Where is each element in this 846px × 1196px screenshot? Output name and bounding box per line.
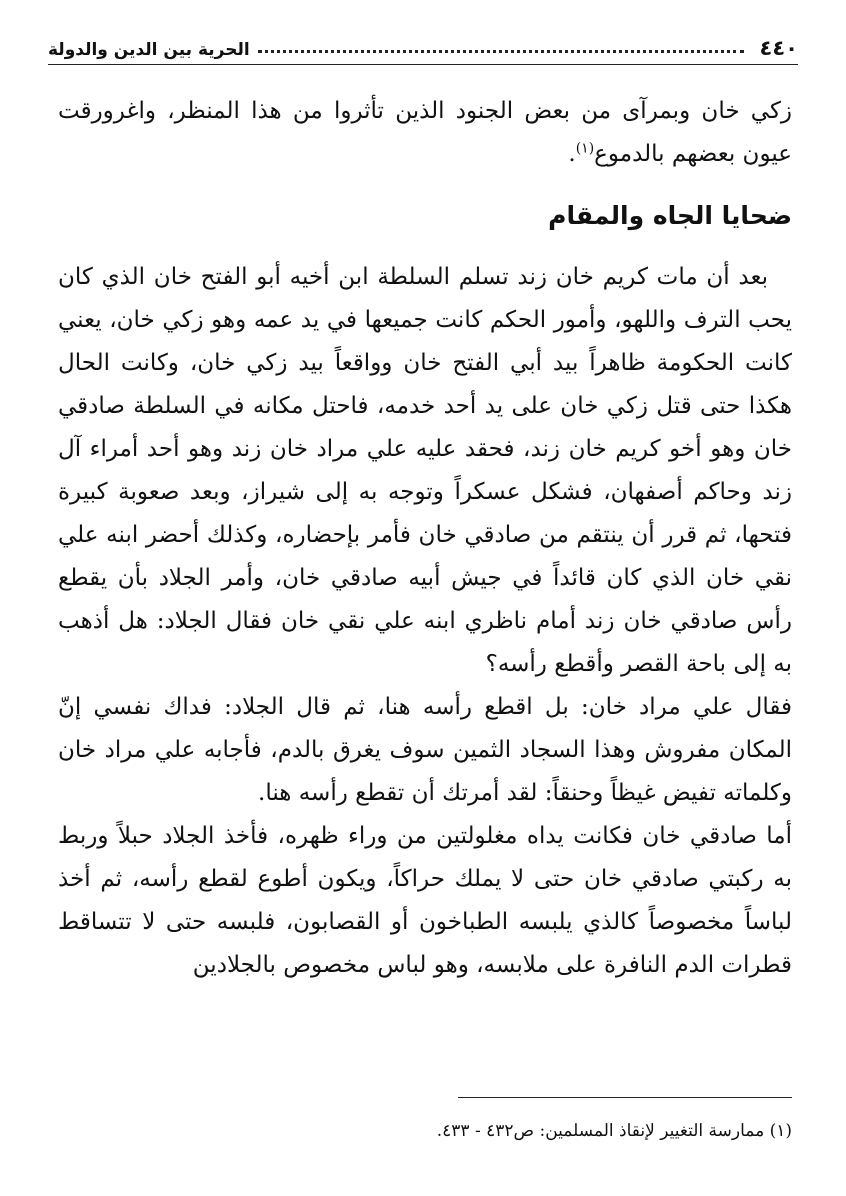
section-heading: ضحايا الجاه والمقام	[548, 201, 792, 230]
footnote-rule	[458, 1097, 792, 1098]
footnote: (١) ممارسة التغيير لإنقاذ المسلمين: ص٤٣٢ - ٤٣٣.	[436, 1121, 792, 1141]
continuation-paragraph	[58, 90, 792, 176]
main-text	[58, 90, 792, 987]
paragraph: فقال علي مراد خان: بل اقطع رأسه هنا، ثم قال الجلاد: فداك نفسي إنّ المكان مفروش وهذا السجاد الثمين سوف يغرق بالدم، فأجابه علي مراد خان وكلماته تفيض غيظاً وحنقاً: لقد أمرتك أن تقطع رأسه هنا.	[58, 694, 792, 806]
paragraph: بعد أن مات كريم خان زند تسلم السلطة ابن أخيه أبو الفتح خان الذي كان يحب الترف واللهو، وأمور الحكم كانت جميعها في يد عمه وهو زكي خان، يعني كانت الحكومة ظاهراً بيد أبي الفتح خان وواقعاً بيد زكي خان، وكانت الحال هكذا حتى قتل زكي خان على يد أحد خدمه، فاحتل مكانه في السلطة صادقي خان وهو أخو كريم خان زند، فحقد عليه علي مراد خان زند وهو أحد أمراء آل زند وحاكم أصفهان، فشكل عسكراً وتوجه به إلى شيراز، وبعد صعوبة كبيرة فتحها، ثم قرر أن ينتقم من صادقي خان فأمر بإحضاره، وكذلك أحضر ابنه علي نقي خان الذي كان قائداً في جيش أبيه صادقي خان، وأمر الجلاد بأن يقطع رأس صادقي خان زند أمام ناظري ابنه علي نقي خان فقال الجلاد: هل أذهب به إلى باحة القصر وأقطع رأسه؟	[58, 264, 792, 677]
leader-dots	[258, 50, 744, 53]
paragraph: أما صادقي خان فكانت يداه مغلولتين من وراء ظهره، فأخذ الجلاد حبلاً وربط به ركبتي صادقي خان حتى لا يملك حراكاً، ويكون أطوع لقطع رأسه، ثم أخذ لباساً مخصوصاً كالذي يلبسه الطباخون أو القصابون، فلبسه حتى لا تتساقط قطرات الدم النافرة على ملابسه، وهو لباس مخصوص بالجلادين	[58, 823, 792, 978]
footnote-reference: (١)	[575, 140, 595, 157]
header-rule	[48, 64, 798, 65]
running-title: الحرية بين الدين والدولة	[48, 40, 250, 60]
running-header	[48, 34, 798, 60]
continuation-end: .	[568, 141, 576, 167]
page-number: ٤٤٠	[759, 36, 798, 60]
continuation-text: زكي خان وبمرآى من بعض الجنود الذين تأثروا من هذا المنظر، واغرورقت عيون بعضهم بالدموع	[58, 98, 792, 167]
